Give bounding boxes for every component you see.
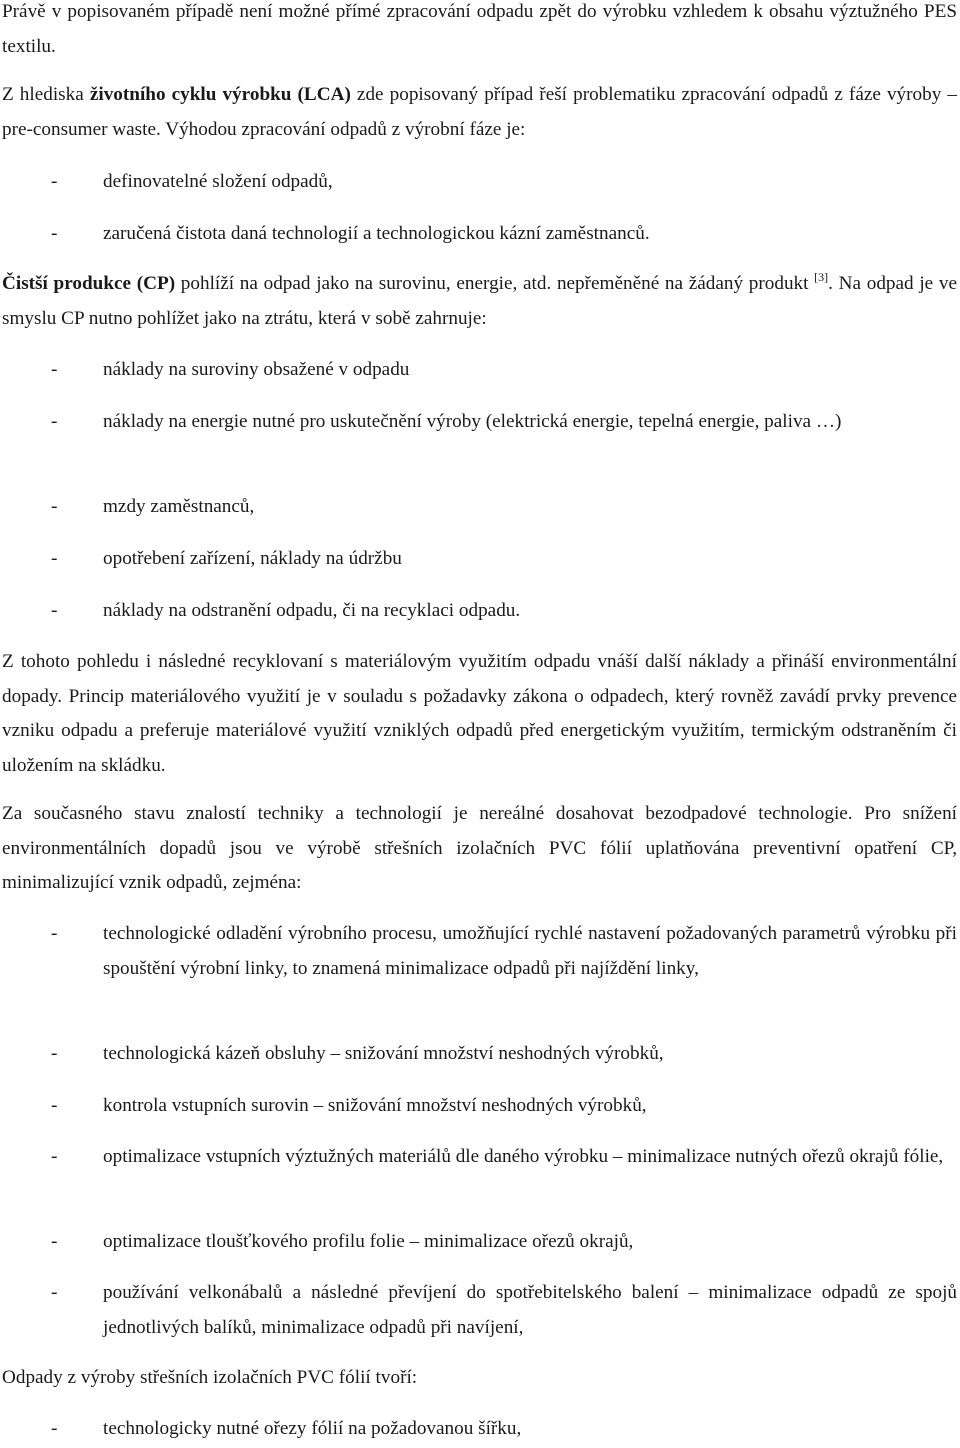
list-item xyxy=(52,405,957,440)
citation-ref: [3] xyxy=(814,270,829,284)
list-dash: - xyxy=(51,1282,58,1303)
list-item xyxy=(52,165,957,200)
paragraph-recycling xyxy=(2,645,957,783)
list-item xyxy=(52,1412,957,1447)
list-item xyxy=(52,594,957,629)
list-dash: - xyxy=(51,1231,58,1252)
paragraph-recycling-text: Z tohoto pohledu i následné recyklovaní s materiálovým využitím odpadu vnáší další náklady a přináší environmentální dopady. Princip materiálového využití je v souladu s požadavky zákona o odpadech, který rovněž zavádí prvky prevence vzniku odpadu a preferuje materiálové využití vzniklých odpadů před energetickým využitím, termickým odstraněním či uložením na skládku. xyxy=(2,651,957,776)
list-item-text: opotřebení zařízení, náklady na údržbu xyxy=(103,548,402,569)
cp-bold-term: Čistší produkce (CP) xyxy=(2,273,176,294)
list-item xyxy=(52,353,957,388)
list-item-text: náklady na suroviny obsažené v odpadu xyxy=(103,359,410,380)
paragraph-prevention xyxy=(2,797,957,901)
list-item-text: technologické odladění výrobního procesu, umožňující rychlé nastavení požadovaných parametrů výrobku při spouštění výrobní linky, to znamená minimalizace odpadů při najíždění linky, xyxy=(103,923,957,979)
list-item xyxy=(52,490,957,525)
list-item-text: náklady na odstranění odpadu, či na recyklaci odpadu. xyxy=(103,600,521,621)
paragraph-intro-text: Právě v popisovaném případě není možné přímé zpracování odpadu zpět do výrobku vzhledem k obsahu výztužného PES textilu. xyxy=(2,1,957,57)
list-item-text: optimalizace tloušťkového profilu folie – minimalizace ořezů okrajů, xyxy=(103,1231,634,1252)
list-item xyxy=(52,917,957,986)
list-item-text: definovatelné složení odpadů, xyxy=(103,171,333,192)
lca-text-after: zde popisovaný případ řeší problematiku zpracování odpadů z fáze výroby – pre-consumer waste. Výhodou zpracování odpadů z výrobní fáze je: xyxy=(2,84,957,140)
list-item xyxy=(52,1037,957,1072)
list-item xyxy=(52,217,957,252)
list-item-text: používání velkonábalů a následné převíjení do spotřebitelského balení – minimalizace odpadů ze spojů jednotlivých balíků, minimalizace odpadů při navíjení, xyxy=(103,1282,957,1338)
list-item xyxy=(52,1276,957,1345)
list-item-text: mzdy zaměstnanců, xyxy=(103,496,255,517)
list-item-text: kontrola vstupních surovin – snižování množství neshodných výrobků, xyxy=(103,1095,647,1116)
paragraph-prevention-text: Za současného stavu znalostí techniky a technologií je nereálné dosahovat bezodpadové technologie. Pro snížení environmentálních dopadů jsou ve výrobě střešních izolačních PVC fólií uplatňována preventivní opatření CP, minimalizující vznik odpadů, zejména: xyxy=(2,803,957,893)
list-item-text: zaručená čistota daná technologií a technologickou kázní zaměstnanců. xyxy=(103,223,650,244)
lca-bold-term: životního cyklu výrobku (LCA) xyxy=(89,84,351,105)
list-item-text: optimalizace vstupních výztužných materiálů dle daného výrobku – minimalizace nutných ořezů okrajů fólie, xyxy=(103,1146,944,1167)
list-item-text: technologická kázeň obsluhy – snižování množství neshodných výrobků, xyxy=(103,1043,664,1064)
cp-text-mid: pohlíží na odpad jako na surovinu, energie, atd. nepřeměněné na žádaný produkt xyxy=(175,273,815,294)
lca-text-before: Z hlediska xyxy=(2,84,90,105)
list-dash: - xyxy=(51,411,58,432)
list-dash: - xyxy=(51,1095,58,1116)
list-dash: - xyxy=(51,1043,58,1064)
list-item xyxy=(52,1225,957,1260)
paragraph-waste-types-text: Odpady z výroby střešních izolačních PVC fólií tvoří: xyxy=(2,1367,418,1388)
list-dash: - xyxy=(51,1146,58,1167)
list-dash: - xyxy=(51,923,58,944)
cp-text-after: . Na odpad je ve smyslu CP nutno pohlížet jako na ztrátu, která v sobě zahrnuje: xyxy=(2,273,957,329)
list-item xyxy=(52,542,957,577)
paragraph-waste-types xyxy=(2,1361,957,1396)
list-dash: - xyxy=(51,223,58,244)
list-dash: - xyxy=(51,359,58,380)
list-item-text: technologicky nutné ořezy fólií na požadovanou šířku, xyxy=(103,1418,522,1439)
list-dash: - xyxy=(51,1418,58,1439)
paragraph-cp xyxy=(2,267,957,336)
list-dash: - xyxy=(51,548,58,569)
list-dash: - xyxy=(51,600,58,621)
paragraph-intro xyxy=(2,0,957,64)
list-item xyxy=(52,1140,957,1175)
list-item-text: náklady na energie nutné pro uskutečnění výroby (elektrická energie, tepelná energie, paliva …) xyxy=(103,411,842,432)
list-dash: - xyxy=(51,171,58,192)
paragraph-lca xyxy=(2,78,957,147)
list-dash: - xyxy=(51,496,58,517)
list-item xyxy=(52,1089,957,1124)
